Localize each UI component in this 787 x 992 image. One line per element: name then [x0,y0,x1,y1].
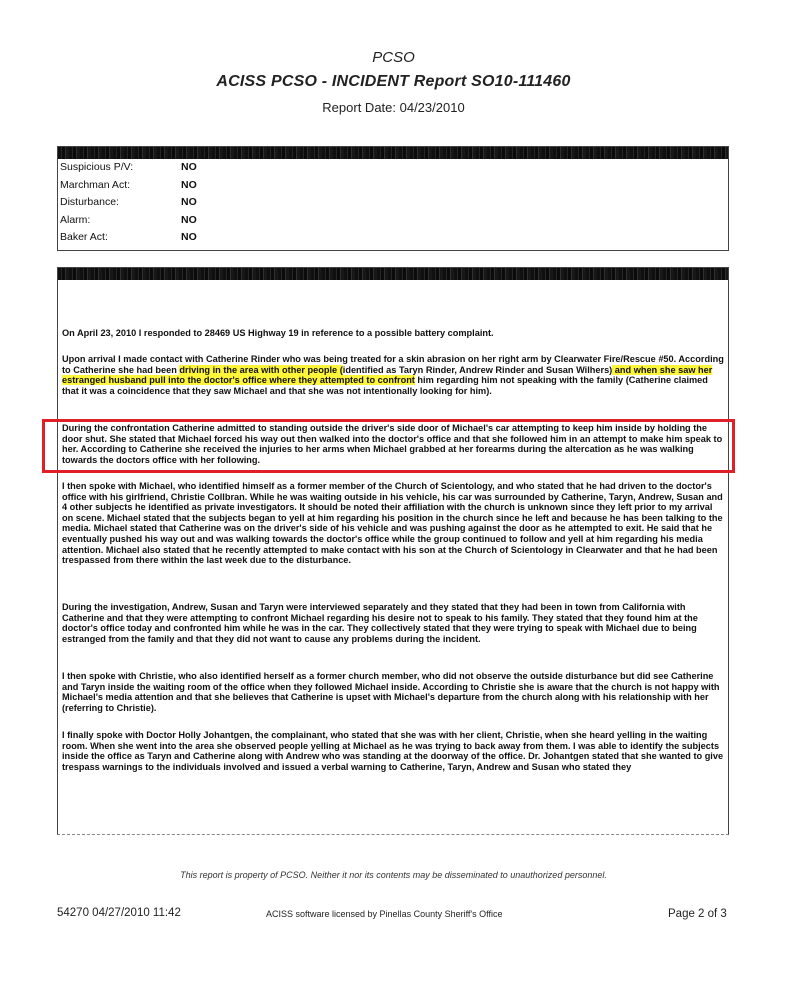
narrative-text-segment: identified as Taryn Rinder, Andrew Rinder and Susan Wilhers) [342,364,613,375]
report-date: Report Date: 04/23/2010 [322,100,465,115]
narrative-text: On April 23, 2010 I responded to 28469 US Highway 19 in reference to a possible battery complaint. [62,328,494,338]
incident-flags-section [57,146,729,251]
narrative-section [57,267,729,835]
flag-value: NO [181,231,197,244]
narrative-text: I finally spoke with Doctor Holly Johantgen, the complainant, who stated that she was with her client, Christie, when she heard yelling in the waiting room. When she went into the area she observed people yelling at Michael as he was trying to back away from them. I was able to identify the subjects inside the office as Taryn and Catherine along with Andrew who was standing at the doorway of the office. Dr. Johantgen stated that she wanted to give trespass warnings to the individuals involved and issued a verbal warning to Catherine, Taryn, Andrew and Susan who stated they [62,730,724,772]
page-number: Page 2 of 3 [668,908,727,920]
narrative-paragraph [62,354,724,396]
flag-row [58,212,728,230]
flag-value: NO [181,161,197,173]
flag-label: Baker Act: [60,231,108,244]
annotation-highlight-box [42,419,735,473]
narrative-paragraph [62,671,724,713]
flag-label: Marchman Act: [60,178,131,191]
flag-row [58,194,728,212]
highlighted-text: driving in the area with other people ( [179,364,343,375]
narrative-text: During the investigation, Andrew, Susan and Taryn were interviewed separately and they stated that they had been in town from California with Catherine and that they were attempting to confront Michael regarding his desire not to speak to his family. They stated that they found him at the doctor's office today and confronted him while he was in the car. They collectively stated that they were trying to speak with Michael due to being estranged from the family and that they did not want to cause any problems during the incident. [62,602,698,644]
narrative-paragraph [62,481,724,566]
report-title: ACISS PCSO - INCIDENT Report SO10-111460 [216,73,571,90]
highlighted-text: and when she saw her estranged husband pull into the doctor's office where they attempted to confront [62,364,713,386]
flag-row [58,177,728,195]
flag-row [58,159,728,177]
software-license-note: ACISS software licensed by Pinellas County Sheriff's Office [266,909,503,919]
narrative-text: I then spoke with Michael, who identified himself as a former member of the Church of Scientology, and who stated that he had driven to the doctor's office with his girlfriend, Christie Collbran. While he was waiting outside in his vehicle, his car was surrounded by Catherine, Taryn, Andrew, Susan and 4 other subjects he identified as private investigators. It should be noted their affiliation with the church is unknown since they left prior to my arrival on scene. Michael stated that the subjects began to yell at him regarding his position in the church since he left and because he has been talking to the media. Michael stated that Catherine was on the driver's side of his vehicle and was pushing against the door as he attempted to exit. He said that he eventually pushed his way out and was walking towards the doctor's office while the group continued to follow and yell at him regarding his media attention. Michael also stated that he recently attempted to make contact with his son at the Church of Scientology in Clearwater and that he had been trespassed from there within the last week due to the disturbance. [62,481,723,566]
flag-label: Disturbance: [60,196,119,209]
narrative-text-segment: him regarding him not speaking with the family (Catherine claimed that it was a coincidence that they saw Michael and that she was not intentionally looking for him). [62,375,708,396]
section-header-bar [58,147,728,159]
flag-value: NO [181,196,197,209]
narrative-text: I then spoke with Christie, who also identified herself as a former church member, who did not observe the outside disturbance but did see Catherine and Taryn inside the waiting room of the office when they followed Michael inside. According to Christie she is aware that the church is not happy with Michael's media attention and that she believes that Catherine is upset with Michael's departure from the church along with his relationship with her (referring to Christie). [62,671,720,713]
flag-label: Alarm: [60,213,91,226]
document-stamp: 54270 04/27/2010 11:42 [57,907,181,919]
confidentiality-note: This report is property of PCSO. Neither it nor its contents may be disseminated to unauthorized personnel. [180,870,607,880]
flag-row [58,229,728,247]
narrative-paragraph [62,730,724,772]
narrative-paragraph [62,602,724,644]
agency-name: PCSO [372,49,415,66]
section-header-bar [58,268,728,280]
narrative-text-segment: Upon arrival I made contact with Catherine Rinder who was being treated for a skin abrasion on her right arm by Clearwater Fire/Rescue #50. According to Catherine she had been [62,354,724,375]
flag-value: NO [181,178,197,191]
flag-label: Suspicious P/V: [60,161,134,173]
flag-value: NO [181,213,197,226]
narrative-text [62,354,724,396]
narrative-text: During the confrontation Catherine admitted to standing outside the driver's side door of Michael's car attempting to keep him inside by holding the door shut. She stated that Michael forced his way out then walked into the doctor's office and that she followed him in an attempt to make him speak to her. According to Catherine she received the injuries to her arms when Michael grabbed at her forearms during the altercation as he was walking towards the doctors office with her following. [62,423,723,465]
narrative-paragraph [62,328,724,339]
